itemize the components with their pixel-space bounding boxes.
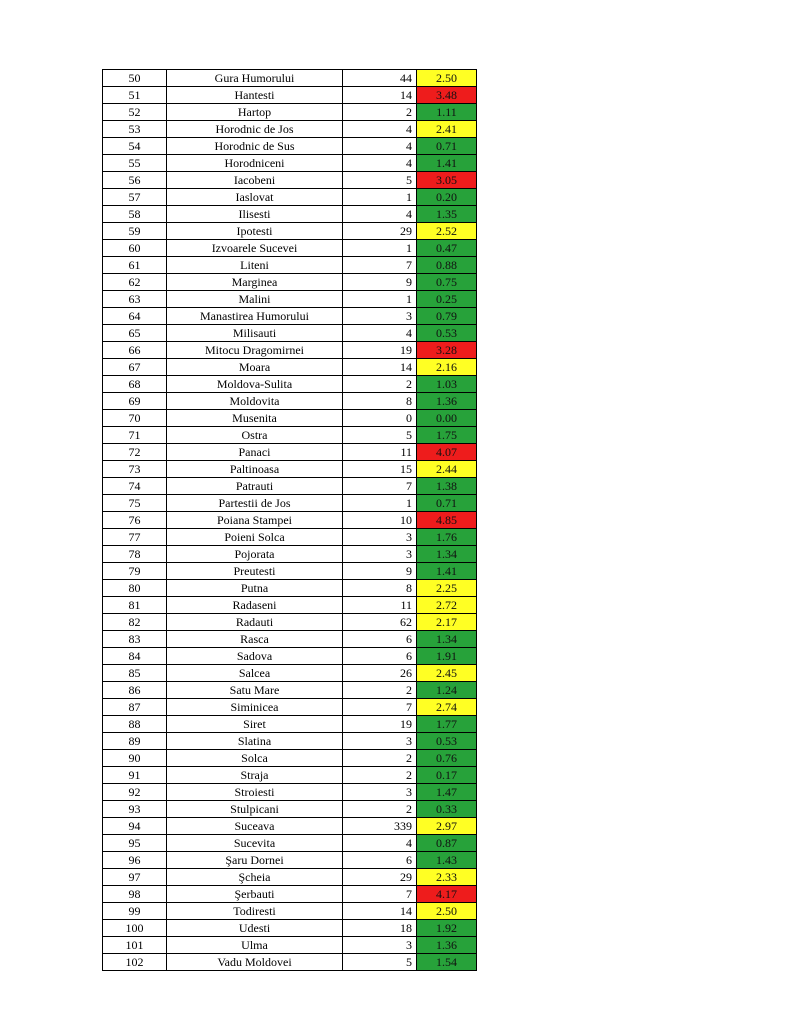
row-number-cell: 67 — [103, 359, 167, 376]
incidence-rate-cell: 2.25 — [417, 580, 477, 597]
table-row — [103, 818, 477, 835]
locality-name-cell: Siret — [167, 716, 343, 733]
incidence-rate-cell: 1.41 — [417, 155, 477, 172]
incidence-rate-cell: 1.77 — [417, 716, 477, 733]
case-count-cell: 4 — [343, 325, 417, 342]
row-number-cell: 94 — [103, 818, 167, 835]
locality-name-cell: Suceava — [167, 818, 343, 835]
locality-name-cell: Vadu Moldovei — [167, 954, 343, 971]
locality-name-cell: Ipotesti — [167, 223, 343, 240]
case-count-cell: 7 — [343, 257, 417, 274]
incidence-rate-cell: 2.74 — [417, 699, 477, 716]
locality-name-cell: Paltinoasa — [167, 461, 343, 478]
row-number-cell: 86 — [103, 682, 167, 699]
locality-name-cell: Poiana Stampei — [167, 512, 343, 529]
row-number-cell: 92 — [103, 784, 167, 801]
row-number-cell: 72 — [103, 444, 167, 461]
table-row — [103, 393, 477, 410]
locality-name-cell: Horodnic de Jos — [167, 121, 343, 138]
table-row — [103, 529, 477, 546]
incidence-rate-cell: 2.52 — [417, 223, 477, 240]
incidence-rate-cell: 1.34 — [417, 546, 477, 563]
table-row — [103, 546, 477, 563]
incidence-rate-cell: 0.20 — [417, 189, 477, 206]
locality-name-cell: Stroiesti — [167, 784, 343, 801]
case-count-cell: 1 — [343, 495, 417, 512]
table-body — [103, 70, 477, 971]
case-count-cell: 15 — [343, 461, 417, 478]
row-number-cell: 95 — [103, 835, 167, 852]
incidence-rate-cell: 3.28 — [417, 342, 477, 359]
incidence-rate-cell: 0.00 — [417, 410, 477, 427]
locality-name-cell: Hantesti — [167, 87, 343, 104]
table-row — [103, 665, 477, 682]
table-row — [103, 801, 477, 818]
case-count-cell: 29 — [343, 869, 417, 886]
case-count-cell: 62 — [343, 614, 417, 631]
case-count-cell: 2 — [343, 104, 417, 121]
locality-name-cell: Şaru Dornei — [167, 852, 343, 869]
row-number-cell: 50 — [103, 70, 167, 87]
case-count-cell: 3 — [343, 529, 417, 546]
row-number-cell: 53 — [103, 121, 167, 138]
locality-name-cell: Patrauti — [167, 478, 343, 495]
case-count-cell: 10 — [343, 512, 417, 529]
row-number-cell: 80 — [103, 580, 167, 597]
row-number-cell: 93 — [103, 801, 167, 818]
incidence-rate-cell: 0.71 — [417, 495, 477, 512]
incidence-rate-cell: 1.76 — [417, 529, 477, 546]
table-row — [103, 342, 477, 359]
row-number-cell: 89 — [103, 733, 167, 750]
case-count-cell: 18 — [343, 920, 417, 937]
incidence-rate-cell: 1.03 — [417, 376, 477, 393]
incidence-rate-cell: 0.17 — [417, 767, 477, 784]
locality-name-cell: Ostra — [167, 427, 343, 444]
row-number-cell: 77 — [103, 529, 167, 546]
row-number-cell: 100 — [103, 920, 167, 937]
table-row — [103, 597, 477, 614]
case-count-cell: 5 — [343, 427, 417, 444]
incidence-table — [102, 69, 477, 971]
case-count-cell: 7 — [343, 886, 417, 903]
row-number-cell: 60 — [103, 240, 167, 257]
case-count-cell: 26 — [343, 665, 417, 682]
row-number-cell: 65 — [103, 325, 167, 342]
locality-name-cell: Poieni Solca — [167, 529, 343, 546]
case-count-cell: 6 — [343, 852, 417, 869]
case-count-cell: 7 — [343, 699, 417, 716]
incidence-rate-cell: 1.43 — [417, 852, 477, 869]
locality-name-cell: Musenita — [167, 410, 343, 427]
case-count-cell: 3 — [343, 784, 417, 801]
table-row — [103, 682, 477, 699]
locality-name-cell: Mitocu Dragomirnei — [167, 342, 343, 359]
table-row — [103, 291, 477, 308]
incidence-rate-cell: 0.47 — [417, 240, 477, 257]
case-count-cell: 2 — [343, 801, 417, 818]
locality-name-cell: Iaslovat — [167, 189, 343, 206]
table-row — [103, 325, 477, 342]
case-count-cell: 3 — [343, 546, 417, 563]
row-number-cell: 91 — [103, 767, 167, 784]
table-row — [103, 750, 477, 767]
case-count-cell: 7 — [343, 478, 417, 495]
case-count-cell: 4 — [343, 835, 417, 852]
locality-name-cell: Ulma — [167, 937, 343, 954]
incidence-rate-cell: 2.33 — [417, 869, 477, 886]
case-count-cell: 2 — [343, 682, 417, 699]
locality-name-cell: Manastirea Humorului — [167, 308, 343, 325]
row-number-cell: 64 — [103, 308, 167, 325]
locality-name-cell: Moldova-Sulita — [167, 376, 343, 393]
row-number-cell: 98 — [103, 886, 167, 903]
incidence-rate-cell: 2.44 — [417, 461, 477, 478]
table-row — [103, 138, 477, 155]
table-row — [103, 784, 477, 801]
table-row — [103, 614, 477, 631]
table-row — [103, 121, 477, 138]
incidence-rate-cell: 1.54 — [417, 954, 477, 971]
locality-name-cell: Stulpicani — [167, 801, 343, 818]
locality-name-cell: Radaseni — [167, 597, 343, 614]
locality-name-cell: Partestii de Jos — [167, 495, 343, 512]
incidence-rate-cell: 2.16 — [417, 359, 477, 376]
table-row — [103, 767, 477, 784]
case-count-cell: 14 — [343, 87, 417, 104]
table-row — [103, 920, 477, 937]
case-count-cell: 2 — [343, 767, 417, 784]
locality-name-cell: Panaci — [167, 444, 343, 461]
row-number-cell: 56 — [103, 172, 167, 189]
incidence-rate-cell: 4.17 — [417, 886, 477, 903]
case-count-cell: 14 — [343, 903, 417, 920]
row-number-cell: 102 — [103, 954, 167, 971]
incidence-rate-cell: 0.53 — [417, 733, 477, 750]
row-number-cell: 61 — [103, 257, 167, 274]
table-row — [103, 376, 477, 393]
locality-name-cell: Hartop — [167, 104, 343, 121]
case-count-cell: 5 — [343, 954, 417, 971]
row-number-cell: 75 — [103, 495, 167, 512]
table-row — [103, 70, 477, 87]
locality-name-cell: Sadova — [167, 648, 343, 665]
table-row — [103, 648, 477, 665]
row-number-cell: 63 — [103, 291, 167, 308]
table-row — [103, 104, 477, 121]
table-row — [103, 580, 477, 597]
incidence-rate-cell: 1.36 — [417, 937, 477, 954]
row-number-cell: 71 — [103, 427, 167, 444]
case-count-cell: 5 — [343, 172, 417, 189]
incidence-rate-cell: 1.34 — [417, 631, 477, 648]
row-number-cell: 87 — [103, 699, 167, 716]
table-row — [103, 461, 477, 478]
row-number-cell: 97 — [103, 869, 167, 886]
row-number-cell: 90 — [103, 750, 167, 767]
case-count-cell: 9 — [343, 274, 417, 291]
table-row — [103, 478, 477, 495]
row-number-cell: 68 — [103, 376, 167, 393]
case-count-cell: 339 — [343, 818, 417, 835]
incidence-rate-cell: 3.05 — [417, 172, 477, 189]
locality-name-cell: Moara — [167, 359, 343, 376]
incidence-rate-cell: 2.45 — [417, 665, 477, 682]
incidence-rate-cell: 0.75 — [417, 274, 477, 291]
row-number-cell: 66 — [103, 342, 167, 359]
case-count-cell: 4 — [343, 155, 417, 172]
case-count-cell: 1 — [343, 240, 417, 257]
case-count-cell: 6 — [343, 648, 417, 665]
table-row — [103, 716, 477, 733]
locality-name-cell: Solca — [167, 750, 343, 767]
table-row — [103, 495, 477, 512]
table-row — [103, 886, 477, 903]
row-number-cell: 69 — [103, 393, 167, 410]
table-row — [103, 189, 477, 206]
table-row — [103, 206, 477, 223]
table-row — [103, 427, 477, 444]
locality-name-cell: Pojorata — [167, 546, 343, 563]
locality-name-cell: Rasca — [167, 631, 343, 648]
row-number-cell: 101 — [103, 937, 167, 954]
incidence-rate-cell: 4.85 — [417, 512, 477, 529]
incidence-rate-cell: 2.17 — [417, 614, 477, 631]
locality-name-cell: Horodniceni — [167, 155, 343, 172]
locality-name-cell: Sucevita — [167, 835, 343, 852]
case-count-cell: 11 — [343, 444, 417, 461]
incidence-rate-cell: 1.41 — [417, 563, 477, 580]
incidence-rate-cell: 0.87 — [417, 835, 477, 852]
incidence-rate-cell: 0.76 — [417, 750, 477, 767]
row-number-cell: 58 — [103, 206, 167, 223]
case-count-cell: 9 — [343, 563, 417, 580]
table-row — [103, 954, 477, 971]
case-count-cell: 4 — [343, 206, 417, 223]
locality-name-cell: Slatina — [167, 733, 343, 750]
locality-name-cell: Şerbauti — [167, 886, 343, 903]
incidence-rate-cell: 1.35 — [417, 206, 477, 223]
case-count-cell: 4 — [343, 121, 417, 138]
incidence-rate-cell: 2.72 — [417, 597, 477, 614]
case-count-cell: 1 — [343, 291, 417, 308]
locality-name-cell: Straja — [167, 767, 343, 784]
locality-name-cell: Udesti — [167, 920, 343, 937]
table-row — [103, 512, 477, 529]
case-count-cell: 14 — [343, 359, 417, 376]
case-count-cell: 8 — [343, 580, 417, 597]
locality-name-cell: Putna — [167, 580, 343, 597]
incidence-rate-cell: 1.24 — [417, 682, 477, 699]
locality-name-cell: Todiresti — [167, 903, 343, 920]
table-row — [103, 87, 477, 104]
case-count-cell: 3 — [343, 937, 417, 954]
row-number-cell: 54 — [103, 138, 167, 155]
case-count-cell: 0 — [343, 410, 417, 427]
row-number-cell: 76 — [103, 512, 167, 529]
incidence-rate-cell: 1.75 — [417, 427, 477, 444]
locality-name-cell: Salcea — [167, 665, 343, 682]
case-count-cell: 19 — [343, 342, 417, 359]
table-row — [103, 223, 477, 240]
case-count-cell: 2 — [343, 750, 417, 767]
table-row — [103, 359, 477, 376]
locality-name-cell: Moldovita — [167, 393, 343, 410]
locality-name-cell: Siminicea — [167, 699, 343, 716]
incidence-rate-cell: 1.11 — [417, 104, 477, 121]
row-number-cell: 55 — [103, 155, 167, 172]
case-count-cell: 29 — [343, 223, 417, 240]
table-row — [103, 835, 477, 852]
table-row — [103, 155, 477, 172]
incidence-rate-cell: 0.71 — [417, 138, 477, 155]
table-row — [103, 257, 477, 274]
incidence-rate-cell: 2.50 — [417, 70, 477, 87]
row-number-cell: 84 — [103, 648, 167, 665]
locality-name-cell: Milisauti — [167, 325, 343, 342]
incidence-rate-cell: 3.48 — [417, 87, 477, 104]
incidence-rate-cell: 1.91 — [417, 648, 477, 665]
locality-name-cell: Marginea — [167, 274, 343, 291]
locality-name-cell: Radauti — [167, 614, 343, 631]
incidence-rate-cell: 1.38 — [417, 478, 477, 495]
row-number-cell: 81 — [103, 597, 167, 614]
table-row — [103, 903, 477, 920]
row-number-cell: 79 — [103, 563, 167, 580]
case-count-cell: 1 — [343, 189, 417, 206]
table-row — [103, 308, 477, 325]
incidence-rate-cell: 2.50 — [417, 903, 477, 920]
case-count-cell: 8 — [343, 393, 417, 410]
row-number-cell: 78 — [103, 546, 167, 563]
row-number-cell: 74 — [103, 478, 167, 495]
incidence-rate-cell: 0.88 — [417, 257, 477, 274]
case-count-cell: 3 — [343, 308, 417, 325]
table-row — [103, 563, 477, 580]
locality-name-cell: Ilisesti — [167, 206, 343, 223]
table-row — [103, 410, 477, 427]
table-row — [103, 733, 477, 750]
row-number-cell: 51 — [103, 87, 167, 104]
case-count-cell: 6 — [343, 631, 417, 648]
case-count-cell: 19 — [343, 716, 417, 733]
row-number-cell: 99 — [103, 903, 167, 920]
case-count-cell: 11 — [343, 597, 417, 614]
row-number-cell: 85 — [103, 665, 167, 682]
table-row — [103, 852, 477, 869]
row-number-cell: 57 — [103, 189, 167, 206]
incidence-rate-cell: 0.25 — [417, 291, 477, 308]
table-row — [103, 937, 477, 954]
table-row — [103, 631, 477, 648]
row-number-cell: 96 — [103, 852, 167, 869]
locality-name-cell: Preutesti — [167, 563, 343, 580]
incidence-rate-cell: 1.92 — [417, 920, 477, 937]
row-number-cell: 73 — [103, 461, 167, 478]
locality-name-cell: Horodnic de Sus — [167, 138, 343, 155]
locality-name-cell: Satu Mare — [167, 682, 343, 699]
table-row — [103, 240, 477, 257]
incidence-rate-cell: 0.79 — [417, 308, 477, 325]
case-count-cell: 3 — [343, 733, 417, 750]
locality-name-cell: Iacobeni — [167, 172, 343, 189]
row-number-cell: 62 — [103, 274, 167, 291]
row-number-cell: 52 — [103, 104, 167, 121]
locality-name-cell: Liteni — [167, 257, 343, 274]
table-row — [103, 869, 477, 886]
row-number-cell: 82 — [103, 614, 167, 631]
case-count-cell: 4 — [343, 138, 417, 155]
incidence-rate-cell: 0.33 — [417, 801, 477, 818]
table-row — [103, 274, 477, 291]
row-number-cell: 70 — [103, 410, 167, 427]
incidence-rate-cell: 1.47 — [417, 784, 477, 801]
row-number-cell: 88 — [103, 716, 167, 733]
incidence-rate-cell: 2.41 — [417, 121, 477, 138]
table-row — [103, 699, 477, 716]
locality-name-cell: Şcheia — [167, 869, 343, 886]
case-count-cell: 2 — [343, 376, 417, 393]
incidence-rate-cell: 2.97 — [417, 818, 477, 835]
locality-name-cell: Gura Humorului — [167, 70, 343, 87]
incidence-rate-cell: 0.53 — [417, 325, 477, 342]
table-row — [103, 444, 477, 461]
table-row — [103, 172, 477, 189]
locality-name-cell: Malini — [167, 291, 343, 308]
row-number-cell: 83 — [103, 631, 167, 648]
locality-name-cell: Izvoarele Sucevei — [167, 240, 343, 257]
row-number-cell: 59 — [103, 223, 167, 240]
case-count-cell: 44 — [343, 70, 417, 87]
incidence-rate-cell: 1.36 — [417, 393, 477, 410]
incidence-rate-cell: 4.07 — [417, 444, 477, 461]
